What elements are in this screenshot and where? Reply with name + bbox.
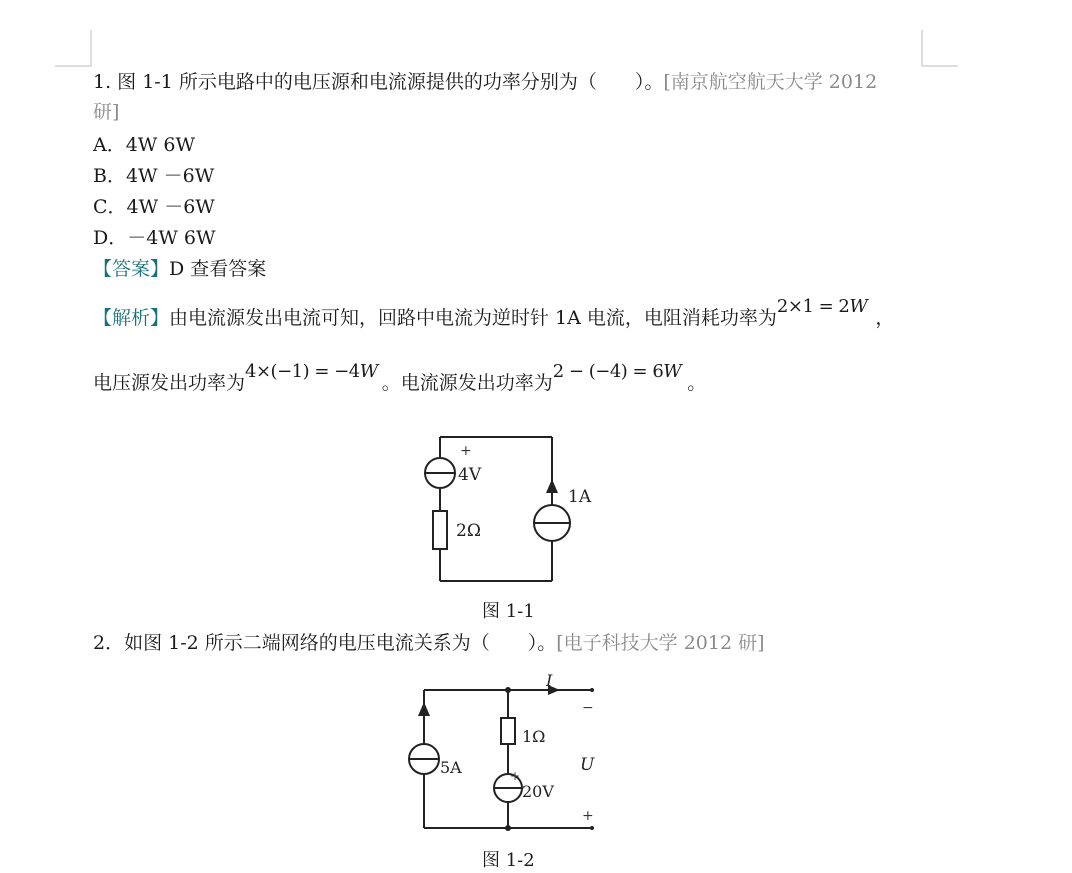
equation-3: 2 − (−4) = 6W [552, 361, 682, 382]
q1-answer [93, 257, 266, 281]
page-corner-mark-right [920, 30, 960, 70]
figure-1-1-circuit [400, 425, 600, 595]
figure-1-1-caption: 图 1-1 [482, 601, 535, 622]
figure-1-2-circuit [400, 672, 610, 837]
page-corner-mark-left [55, 30, 95, 70]
source-plus-sign: + [510, 769, 521, 783]
minus-sign: − [582, 700, 594, 716]
analysis-tag: 【解析】 [93, 307, 170, 329]
equation-2: 4×(−1) = −4W [245, 361, 378, 382]
analysis-comma: ， [875, 307, 895, 329]
resistor-1ohm-symbol [501, 718, 515, 744]
voltage-label: 4V [458, 465, 482, 485]
answer-tag: 【答案】 [93, 258, 170, 280]
current-label: 1A [568, 487, 592, 507]
q1-source: [南京航空航天大学 2012 [663, 71, 878, 93]
source-label: 5A [440, 758, 462, 777]
current-arrow-icon [546, 479, 558, 493]
analysis-text-1: 由电流源发出电流可知，回路中电流为逆时针 1A 电流，电阻消耗功率为 [169, 307, 777, 329]
current-i-label: I [546, 672, 553, 690]
figure-1-2-caption: 图 1-2 [482, 850, 535, 871]
equation-1: 2×1 = 2W [776, 296, 868, 317]
resistor-symbol [433, 511, 447, 549]
q2-source: [电子科技大学 2012 研] [556, 632, 765, 654]
analysis-text-2: 电压源发出功率为 [93, 372, 246, 394]
q1-option-a: A．4W 6W [93, 134, 195, 156]
plus-sign: + [582, 808, 594, 824]
analysis-period: 。 [687, 372, 707, 394]
voltage-u-label: U [580, 755, 595, 775]
q1-source-cont: 研] [93, 101, 120, 123]
plus-sign: + [460, 443, 472, 459]
analysis-text-3: 。电流源发出功率为 [381, 372, 553, 394]
source-arrow-icon [418, 702, 430, 716]
q1-option-c: C．4W －6W [93, 196, 215, 218]
q1-stem-line [93, 70, 877, 94]
q1-option-d: D．－4W 6W [93, 227, 216, 249]
q2-stem: 2．如图 1-2 所示二端网络的电压电流关系为（ ）。 [93, 632, 557, 654]
voltage-20v-label: 20V [522, 782, 554, 801]
q1-option-b: B．4W －6W [93, 165, 215, 187]
terminal-bottom [590, 826, 594, 830]
resistor-label: 2Ω [456, 521, 481, 541]
terminal-top [590, 688, 594, 692]
q1-analysis-line-2 [93, 361, 707, 396]
resistor-label: 1Ω [522, 727, 546, 746]
q1-analysis-line-1 [93, 296, 895, 331]
node-dot-bottom [505, 825, 511, 831]
q1-stem: 1. 图 1-1 所示电路中的电压源和电流源提供的功率分别为（ ）。 [93, 71, 664, 93]
q2-stem-line [93, 631, 765, 655]
answer-text[interactable]: D 查看答案 [169, 258, 267, 280]
node-dot-top [505, 687, 511, 693]
